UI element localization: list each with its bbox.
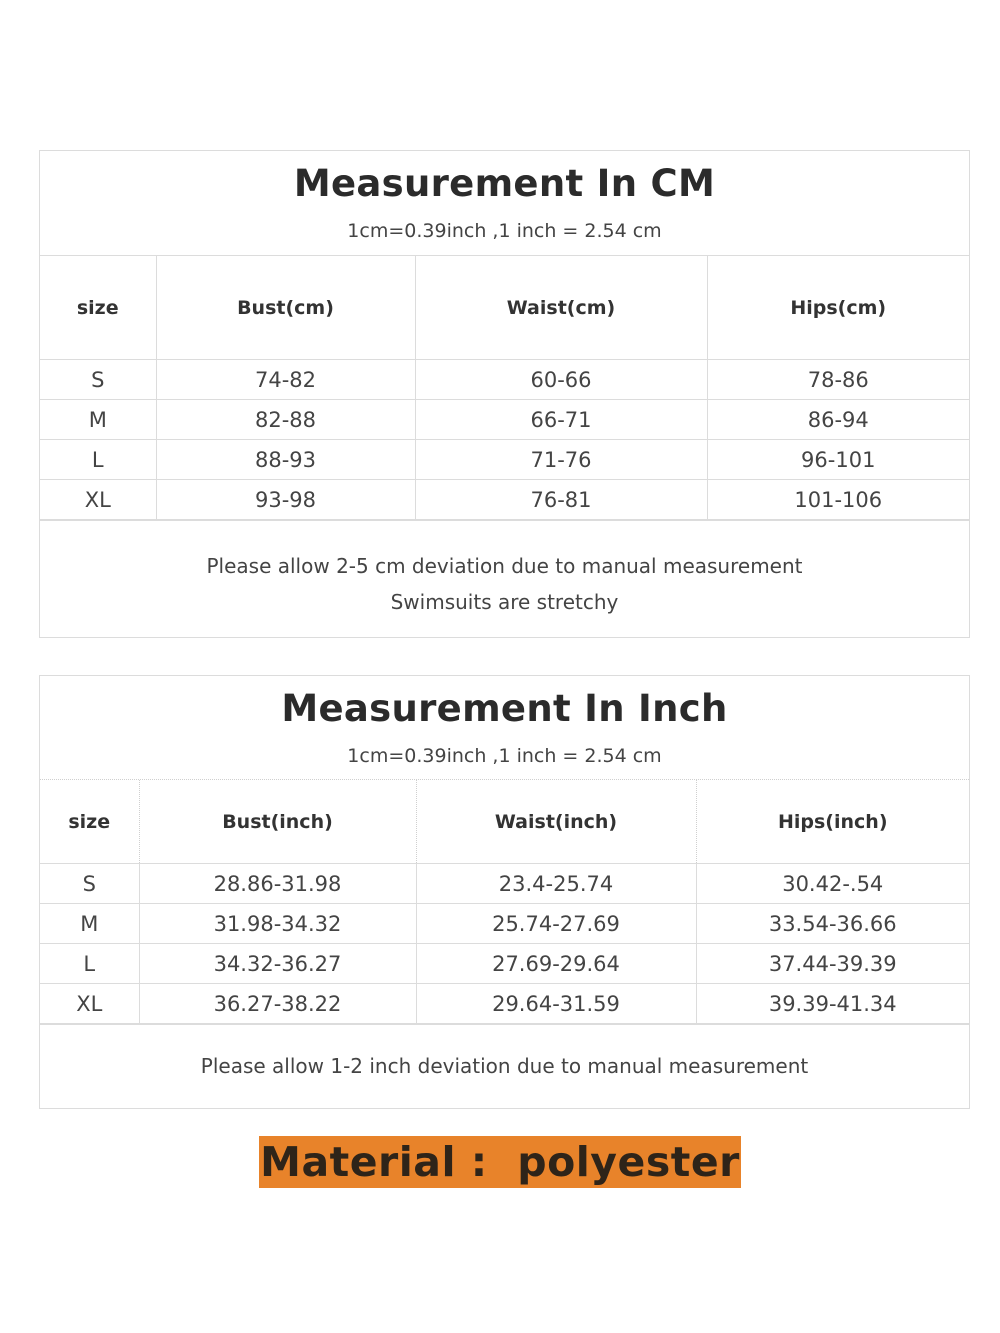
header-waist: Waist(cm) [415,256,707,360]
cell-hips: 33.54-36.66 [696,904,969,944]
cell-bust: 88-93 [156,440,415,480]
header-bust: Bust(cm) [156,256,415,360]
table-row [40,904,969,944]
table-header-row [40,780,969,864]
material-label: Material : polyester [260,1138,740,1186]
cm-chart-conversion-note: 1cm=0.39inch ,1 inch = 2.54 cm [347,220,662,242]
cell-hips: 37.44-39.39 [696,944,969,984]
cell-size: M [40,904,139,944]
cell-size: L [40,440,156,480]
table-row [40,984,969,1024]
deviation-note: Please allow 2-5 cm deviation due to manual measurement [206,554,803,578]
cell-bust: 82-88 [156,400,415,440]
cell-hips: 96-101 [707,440,969,480]
stretch-note: Swimsuits are stretchy [390,590,619,614]
header-bust: Bust(inch) [139,780,416,864]
header-size: size [40,780,139,864]
header-size: size [40,256,156,360]
cell-hips: 78-86 [707,360,969,400]
cell-waist: 27.69-29.64 [416,944,696,984]
cm-chart-footnote [40,520,969,620]
cell-waist: 23.4-25.74 [416,864,696,904]
cell-bust: 74-82 [156,360,415,400]
inch-size-table [40,780,969,1024]
inch-chart-header [40,676,969,780]
header-hips: Hips(cm) [707,256,969,360]
cell-size: M [40,400,156,440]
cell-bust: 28.86-31.98 [139,864,416,904]
cell-waist: 29.64-31.59 [416,984,696,1024]
cell-size: XL [40,480,156,520]
cell-hips: 101-106 [707,480,969,520]
cell-waist: 71-76 [415,440,707,480]
cell-waist: 60-66 [415,360,707,400]
cell-hips: 86-94 [707,400,969,440]
cell-bust: 31.98-34.32 [139,904,416,944]
cm-chart-title: Measurement In CM [293,162,716,205]
cell-hips: 39.39-41.34 [696,984,969,1024]
cell-size: XL [40,984,139,1024]
cm-size-chart [39,150,970,638]
table-row [40,864,969,904]
table-header-row [40,256,969,360]
table-row [40,400,969,440]
cell-waist: 25.74-27.69 [416,904,696,944]
table-row [40,480,969,520]
cell-size: S [40,360,156,400]
material-banner [0,1136,1000,1188]
cell-hips: 30.42-.54 [696,864,969,904]
header-waist: Waist(inch) [416,780,696,864]
cell-size: S [40,864,139,904]
cm-size-table [40,256,969,520]
inch-chart-conversion-note: 1cm=0.39inch ,1 inch = 2.54 cm [347,745,662,767]
inch-chart-title: Measurement In Inch [281,687,728,730]
table-row [40,440,969,480]
header-hips: Hips(inch) [696,780,969,864]
inch-size-chart [39,675,970,1109]
table-row [40,944,969,984]
inch-chart-footnote [40,1024,969,1080]
deviation-note: Please allow 1-2 inch deviation due to manual measurement [200,1054,809,1078]
cell-waist: 66-71 [415,400,707,440]
cm-chart-header [40,151,969,256]
cell-bust: 34.32-36.27 [139,944,416,984]
cell-waist: 76-81 [415,480,707,520]
table-row [40,360,969,400]
cell-bust: 36.27-38.22 [139,984,416,1024]
cell-bust: 93-98 [156,480,415,520]
cell-size: L [40,944,139,984]
